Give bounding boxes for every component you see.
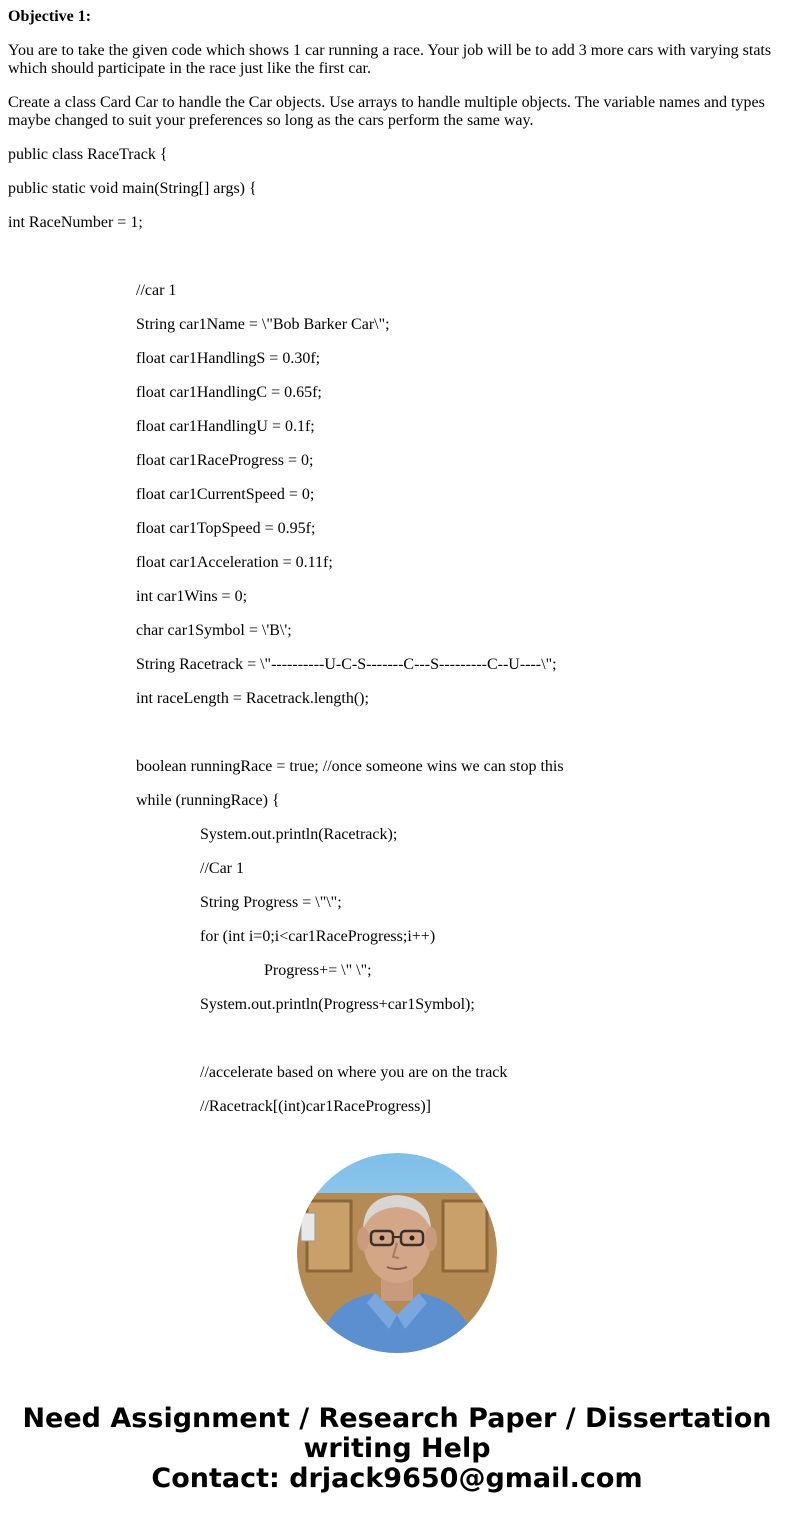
- footer-line-1: Need Assignment / Research Paper / Dissertation: [22, 1403, 772, 1434]
- code-line: char car1Symbol = \'B\';: [136, 622, 292, 639]
- code-line: float car1HandlingC = 0.65f;: [136, 384, 322, 401]
- code-line: float car1RaceProgress = 0;: [136, 452, 314, 469]
- code-line: String Progress = \"\";: [200, 894, 342, 911]
- code-line: while (runningRace) {: [136, 792, 280, 809]
- code-line: float car1HandlingU = 0.1f;: [136, 418, 315, 435]
- code-line: float car1Acceleration = 0.11f;: [136, 554, 333, 571]
- code-line: int RaceNumber = 1;: [8, 214, 143, 231]
- code-line: public static void main(String[] args) {: [8, 180, 257, 197]
- footer-contact: Contact: drjack9650@gmail.com: [151, 1463, 643, 1494]
- code-line: System.out.println(Racetrack);: [200, 826, 398, 843]
- code-line: //accelerate based on where you are on the track: [200, 1064, 508, 1081]
- code-line: //Racetrack[(int)car1RaceProgress)]: [200, 1098, 431, 1115]
- code-line: float car1HandlingS = 0.30f;: [136, 350, 321, 367]
- code-line: float car1CurrentSpeed = 0;: [136, 486, 315, 503]
- footer-banner: [0, 1404, 794, 1494]
- code-line: int raceLength = Racetrack.length();: [136, 690, 369, 707]
- footer-line-2: writing Help: [303, 1433, 491, 1464]
- code-line: for (int i=0;i<car1RaceProgress;i++): [200, 928, 436, 945]
- code-line: System.out.println(Progress+car1Symbol);: [200, 996, 475, 1013]
- code-line: //Car 1: [200, 860, 244, 877]
- code-line: //car 1: [136, 282, 177, 299]
- instruction-paragraph-1: You are to take the given code which shows 1 car running a race. Your job will be to add 3 more cars with varying stats which should participate in the race just like the first car.: [8, 42, 772, 77]
- code-line: Progress+= \" \";: [264, 962, 372, 979]
- code-line: String car1Name = \"Bob Barker Car\";: [136, 316, 390, 333]
- code-line: public class RaceTrack {: [8, 146, 168, 163]
- objective-heading: Objective 1:: [8, 8, 92, 25]
- code-line: boolean runningRace = true; //once someone wins we can stop this: [136, 758, 564, 775]
- code-line: int car1Wins = 0;: [136, 588, 248, 605]
- instruction-paragraph-2: Create a class Card Car to handle the Car objects. Use arrays to handle multiple objects. The variable names and types maybe changed to suit your preferences so long as the cars perform the same way.: [8, 94, 765, 129]
- person-portrait-icon: [297, 1153, 497, 1353]
- code-line: String Racetrack = \"----------U-C-S-------C---S---------C--U----\";: [136, 656, 557, 673]
- code-line: float car1TopSpeed = 0.95f;: [136, 520, 316, 537]
